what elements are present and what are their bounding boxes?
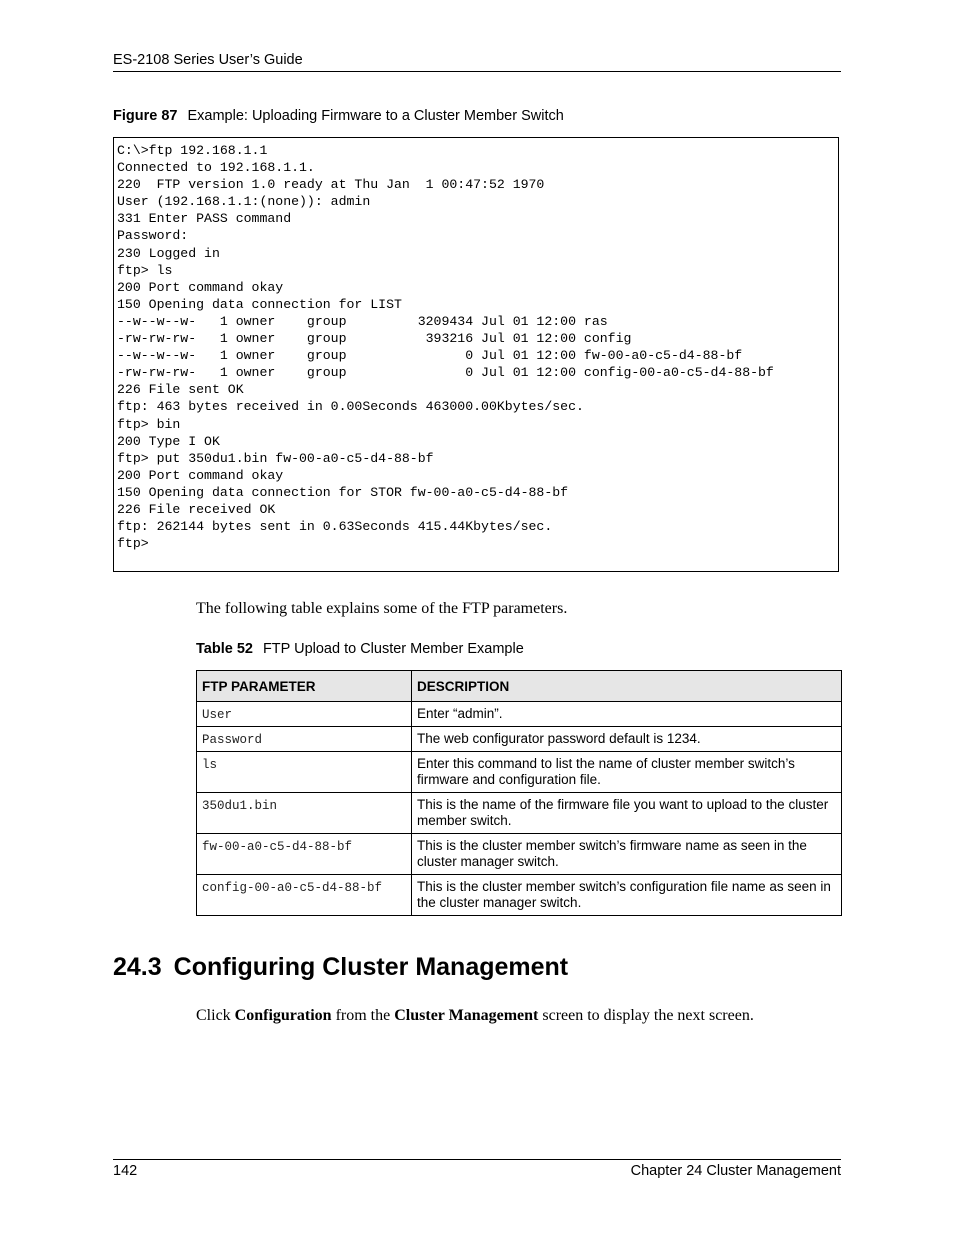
code-line: User (192.168.1.1:(none)): admin — [117, 194, 371, 210]
param-cell: ls — [197, 752, 412, 793]
ftp-parameters-table — [196, 670, 842, 916]
table-title: FTP Upload to Cluster Member Example — [262, 641, 524, 657]
code-line: 150 Opening data connection for STOR fw-00-a0-c5-d4-88-bf — [117, 484, 569, 500]
code-line: ftp: 262144 bytes sent in 0.63Seconds 415.44Kbytes/sec. — [117, 519, 553, 535]
code-line: -rw-rw-rw- 1 owner group 393216 Jul 01 12:00 config — [117, 331, 632, 347]
table-row — [197, 793, 842, 834]
code-line: 230 Logged in — [117, 245, 220, 261]
param-cell: config-00-a0-c5-d4-88-bf — [197, 875, 412, 916]
description-cell: This is the cluster member switch’s configuration file name as seen in the cluster manager switch. — [412, 875, 842, 916]
code-line: ftp> put 350du1.bin fw-00-a0-c5-d4-88-bf — [117, 450, 434, 466]
param-cell: User — [197, 702, 412, 727]
code-line: --w--w--w- 1 owner group 0 Jul 01 12:00 fw-00-a0-c5-d4-88-bf — [117, 348, 743, 364]
code-line: 200 Port command okay — [117, 467, 284, 483]
table-row — [197, 752, 842, 793]
code-line: Connected to 192.168.1.1. — [117, 160, 315, 176]
param-cell: Password — [197, 727, 412, 752]
code-line: --w--w--w- 1 owner group 3209434 Jul 01 12:00 ras — [117, 313, 608, 329]
table-row — [197, 702, 842, 727]
table-label: Table 52 — [196, 641, 253, 657]
code-line: 331 Enter PASS command — [117, 211, 292, 227]
body-paragraph — [196, 1007, 754, 1025]
page-footer — [113, 1159, 841, 1179]
code-line: 226 File received OK — [117, 501, 276, 517]
intro-paragraph: The following table explains some of the FTP parameters. — [196, 600, 568, 617]
section-heading — [113, 953, 568, 982]
code-line: 200 Port command okay — [117, 279, 284, 295]
code-line: ftp> — [117, 536, 149, 552]
section-title: Configuring Cluster Management — [173, 953, 569, 981]
running-header: ES-2108 Series User’s Guide — [113, 52, 841, 72]
code-line: 200 Type I OK — [117, 433, 220, 449]
para-text: from the — [331, 1007, 395, 1024]
figure-title: Example: Uploading Firmware to a Cluster Member Switch — [187, 108, 564, 124]
figure-caption — [113, 108, 564, 124]
para-bold-cluster-management: Cluster Management — [394, 1007, 539, 1024]
description-cell: The web configurator password default is 1234. — [412, 727, 842, 752]
param-cell: 350du1.bin — [197, 793, 412, 834]
table-caption — [196, 641, 524, 657]
code-line: -rw-rw-rw- 1 owner group 0 Jul 01 12:00 config-00-a0-c5-d4-88-bf — [117, 365, 774, 381]
table-row — [197, 834, 842, 875]
param-cell: fw-00-a0-c5-d4-88-bf — [197, 834, 412, 875]
description-cell: This is the cluster member switch’s firmware name as seen in the cluster manager switch. — [412, 834, 842, 875]
description-cell: Enter this command to list the name of cluster member switch’s firmware and configuration file. — [412, 752, 842, 793]
column-header-parameter: FTP PARAMETER — [197, 671, 412, 702]
code-line: Password: — [117, 228, 189, 244]
para-text: Click — [196, 1007, 235, 1024]
table-row — [197, 875, 842, 916]
code-line: ftp> bin — [117, 416, 181, 432]
code-line: ftp: 463 bytes received in 0.00Seconds 463000.00Kbytes/sec. — [117, 399, 584, 415]
para-text: screen to display the next screen. — [538, 1007, 754, 1024]
code-line: C:\>ftp 192.168.1.1 — [117, 143, 268, 158]
chapter-title: Chapter 24 Cluster Management — [630, 1163, 841, 1179]
code-line: 220 FTP version 1.0 ready at Thu Jan 1 00:47:52 1970 — [117, 177, 545, 193]
section-number: 24.3 — [113, 953, 162, 981]
table-header-row — [197, 671, 842, 702]
description-cell: Enter “admin”. — [412, 702, 842, 727]
column-header-description: DESCRIPTION — [412, 671, 842, 702]
ftp-session-code-box — [113, 137, 839, 572]
description-cell: This is the name of the firmware file you want to upload to the cluster member switch. — [412, 793, 842, 834]
para-bold-configuration: Configuration — [234, 1007, 332, 1024]
code-line: 226 File sent OK — [117, 382, 244, 398]
figure-label: Figure 87 — [113, 108, 178, 124]
code-line: ftp> ls — [117, 262, 173, 278]
table-row — [197, 727, 842, 752]
code-line: 150 Opening data connection for LIST — [117, 296, 402, 312]
page-number: 142 — [113, 1163, 138, 1179]
